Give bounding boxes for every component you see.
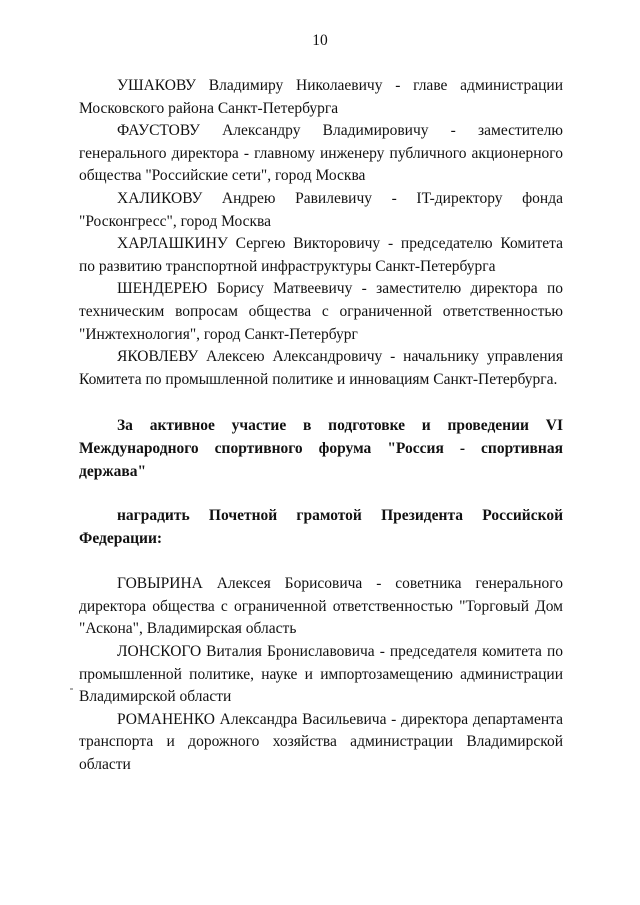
award-entry-yakovlev: ЯКОВЛЕВУ Алексею Александровичу - начальнику управления Комитета по промышленной политике и инновациям Санкт-Петербурга. bbox=[79, 348, 563, 388]
award-entry-romanenko: РОМАНЕНКО Александра Васильевича - директора департамента транспорта и дорожного хозяйства администрации Владимирской области bbox=[79, 710, 563, 774]
award-entry-khalikov: ХАЛИКОВУ Андрею Равилевичу - IT-директору фонда "Росконгресс", город Москва bbox=[79, 189, 563, 230]
award-entry-kharlashkin: ХАРЛАШКИНУ Сергею Викторовичу - председателю Комитета по развитию транспортной инфраструктуры Санкт-Петербурга bbox=[79, 235, 563, 275]
award-heading: наградить Почетной грамотой Президента Российской Федерации: bbox=[79, 507, 563, 547]
page-number: 10 bbox=[312, 32, 328, 49]
section-gap bbox=[79, 550, 563, 573]
section-gap bbox=[79, 391, 563, 415]
document-body bbox=[79, 75, 563, 777]
section-gap bbox=[79, 483, 563, 505]
award-entry-lonskoy: ЛОНСКОГО Виталия Брониславовича - председателя комитета по промышленной политике, науке и импортозамещению администрации Владимирской области bbox=[79, 643, 563, 706]
award-entry-ushakov: УШАКОВУ Владимиру Николаевичу - главе администрации Московского района Санкт-Петербурга bbox=[79, 77, 563, 117]
award-entry-shenderey: ШЕНДЕРЕЮ Борису Матвеевичу - заместителю директора по техническим вопросам общества с ограниченной ответственностью "Инжтехнология", город Санкт-Петербург bbox=[79, 280, 563, 343]
scan-speck bbox=[70, 688, 73, 690]
award-entry-faustov: ФАУСТОВУ Александру Владимировичу - заместителю генерального директора - главному инженеру публичного акционерного общества "Российские сети", город Москва bbox=[79, 122, 563, 185]
section-heading: За активное участие в подготовке и проведении VI Международного спортивного форума "Россия - спортивная держава" bbox=[79, 417, 563, 480]
award-entry-govyrin: ГОВЫРИНА Алексея Борисовича - советника генерального директора общества с ограниченной ответственностью "Торговый Дом "Аскона", Владимирская область bbox=[79, 575, 563, 638]
